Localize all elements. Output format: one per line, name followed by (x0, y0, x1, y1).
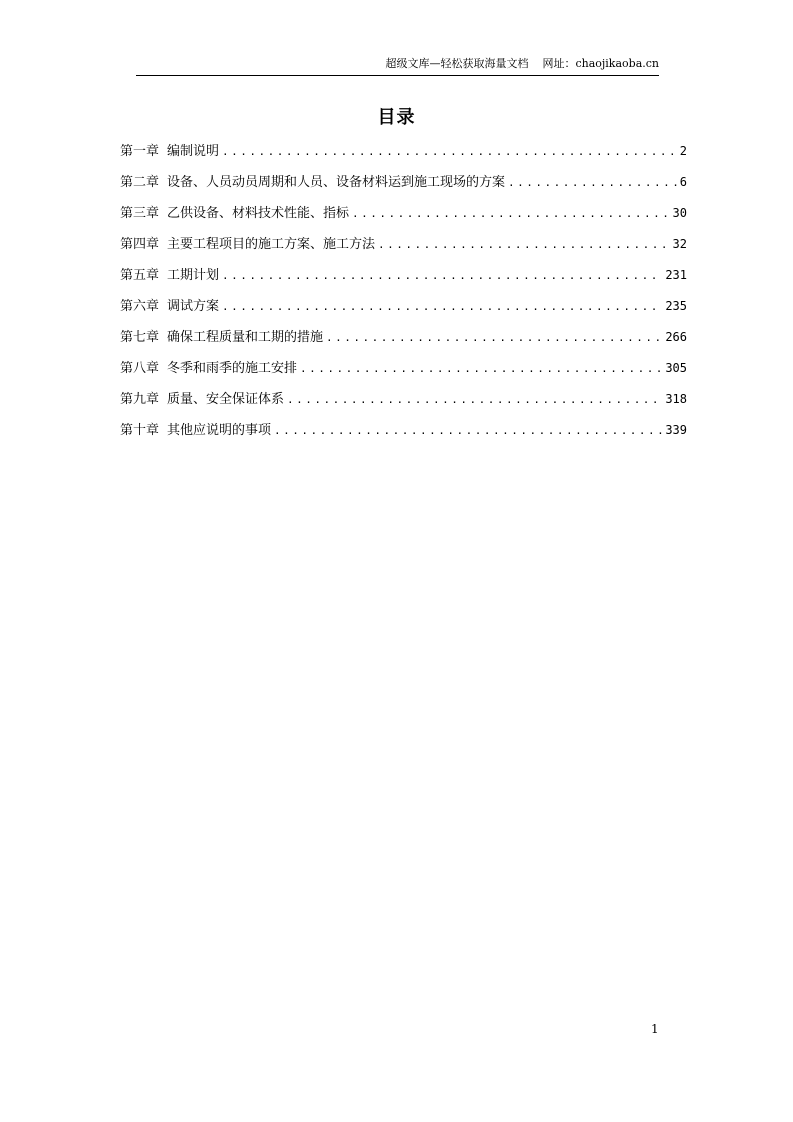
toc-entry[interactable] (120, 327, 687, 358)
toc-label: 调试方案 (167, 299, 220, 314)
toc-page-number: 32 (672, 237, 687, 251)
toc-chapter: 第五章 (120, 268, 160, 283)
toc-entry[interactable] (120, 203, 687, 234)
toc-label: 质量、安全保证体系 (167, 392, 285, 407)
toc-label: 其他应说明的事项 (167, 423, 272, 438)
table-of-contents (120, 141, 687, 451)
toc-page-number: 235 (665, 299, 687, 313)
toc-dot-leader (222, 297, 662, 317)
toc-label: 编制说明 (167, 144, 220, 159)
toc-entry[interactable] (120, 389, 687, 420)
toc-dot-leader (352, 204, 670, 224)
toc-chapter: 第四章 (120, 237, 160, 252)
toc-page-number: 318 (665, 392, 687, 406)
toc-label: 乙供设备、材料技术性能、指标 (167, 206, 350, 221)
toc-entry[interactable] (120, 420, 687, 451)
toc-page-number: 6 (679, 175, 687, 189)
toc-entry[interactable] (120, 234, 687, 265)
toc-dot-leader (222, 266, 662, 286)
toc-chapter: 第九章 (120, 392, 160, 407)
toc-chapter: 第三章 (120, 206, 160, 221)
toc-entry[interactable] (120, 358, 687, 389)
toc-page-number: 30 (672, 206, 687, 220)
toc-dot-leader (378, 235, 670, 255)
toc-dot-leader (274, 421, 662, 441)
toc-label: 主要工程项目的施工方案、施工方法 (167, 237, 376, 252)
toc-page-number: 305 (665, 361, 687, 375)
toc-page-number: 266 (665, 330, 687, 344)
footer-page-number: 1 (651, 1022, 659, 1036)
toc-chapter: 第十章 (120, 423, 160, 438)
page-title: 目录 (377, 107, 416, 128)
toc-dot-leader (287, 390, 662, 410)
toc-label: 工期计划 (167, 268, 220, 283)
toc-label: 设备、人员动员周期和人员、设备材料运到施工现场的方案 (167, 175, 506, 190)
toc-chapter: 第八章 (120, 361, 160, 376)
header-text: 超级文库—轻松获取海量文档 网址：chaojikaoba.cn (385, 57, 659, 70)
toc-chapter: 第六章 (120, 299, 160, 314)
toc-chapter: 第一章 (120, 144, 160, 159)
toc-label: 确保工程质量和工期的措施 (167, 330, 324, 345)
toc-entry[interactable] (120, 265, 687, 296)
toc-page-number: 339 (665, 423, 687, 437)
toc-chapter: 第二章 (120, 175, 160, 190)
toc-dot-leader (326, 328, 662, 348)
toc-page-number: 2 (679, 144, 687, 158)
toc-entry[interactable] (120, 172, 687, 203)
page-header (136, 57, 659, 76)
toc-label: 冬季和雨季的施工安排 (167, 361, 298, 376)
toc-page-number: 231 (665, 268, 687, 282)
toc-chapter: 第七章 (120, 330, 160, 345)
toc-entry[interactable] (120, 296, 687, 327)
toc-dot-leader (300, 359, 662, 379)
toc-dot-leader (508, 173, 677, 193)
toc-dot-leader (222, 142, 677, 162)
toc-entry[interactable] (120, 141, 687, 172)
